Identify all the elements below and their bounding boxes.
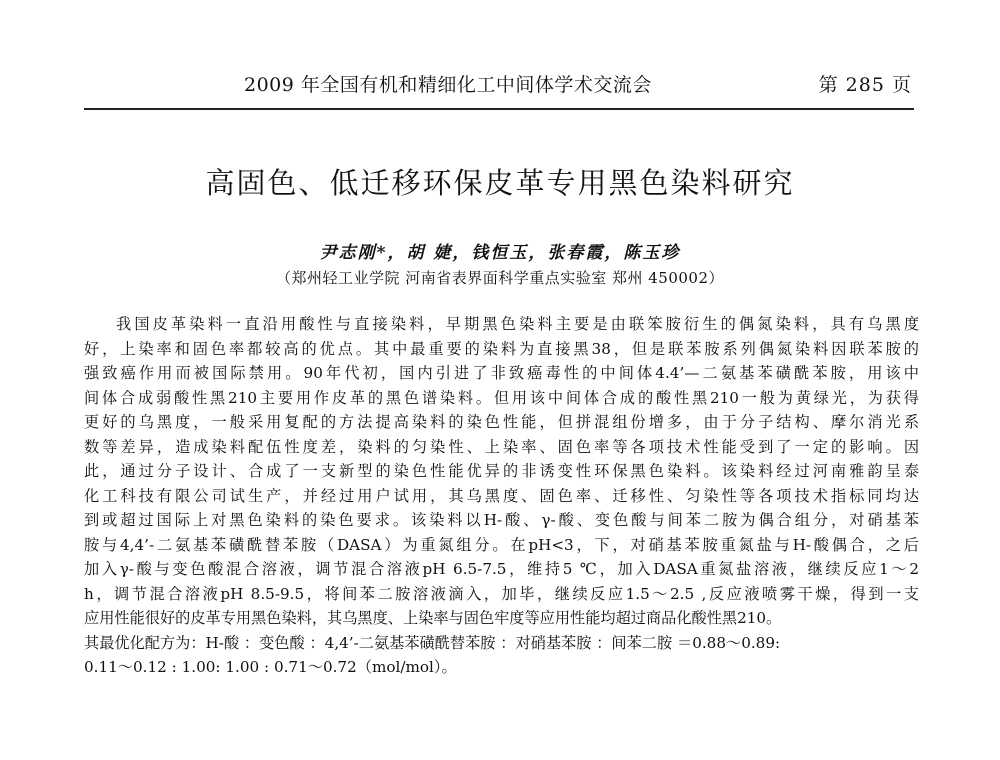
body-line: 应用性能很好的皮革专用黑色染料，其乌黑度、上染率与固色牢度等应用性能均超过商品化酸性黑210。 — [84, 609, 782, 627]
affiliation: （郑州轻工业学院 河南省表界面科学重点实验室 郑州 450002） — [275, 269, 725, 287]
running-header — [84, 70, 912, 104]
body-line: 间体合成弱酸性黑210主要用作皮革的黑色谱染料。但用该中间体合成的酸性黑210一般为黄绿光，为获得 — [84, 388, 919, 407]
body-line: 其最优化配方为：H-酸 ：变色酸 ：4,4’-二氨基苯磺酰替苯胺 ：对硝基苯胺 ：间苯二胺 ＝0.88～0.89: — [84, 633, 781, 652]
author-list: 尹志刚*，胡 婕，钱恒玉，张春霞，陈玉珍 — [319, 243, 681, 263]
header-rule — [84, 108, 914, 110]
body-line: h，调节混合溶液pH 8.5-9.5，将间苯二胺溶液滴入，加毕，继续反应1.5～2.5 ,反应液喷雾干燥，得到一支 — [84, 584, 919, 603]
body-line: 化工科技有限公司试生产，并经过用户试用，其乌黑度、固色率、迁移性、匀染性等各项技术指标同均达 — [84, 486, 919, 505]
body-line: 此，通过分子设计、合成了一支新型的染色性能优异的非诱变性环保黑色染料。该染料经过河南雅韵呈泰 — [84, 462, 919, 480]
conference-name: 2009 年全国有机和精细化工中间体学术交流会 — [244, 74, 652, 96]
paper-title: 高固色、低迁移环保皮革专用黑色染料研究 — [205, 166, 795, 200]
body-line: 胺与4,4’-二氨基苯磺酰替苯胺（DASA）为重氮组分。在pH<3，下，对硝基苯胺重氮盐与H-酸偶合，之后 — [84, 535, 919, 554]
body-line: 强致癌作用而被国际禁用。90年代初，国内引进了非致癌毒性的中间体4.4’—二氨基苯磺酰苯胺，用该中 — [84, 364, 919, 382]
body-line: 数等差异，造成染料配伍性度差，染料的匀染性、上染率、固色率等各项技术性能受到了一定的影响。因 — [84, 437, 919, 456]
page-number: 第 285 页 — [818, 74, 912, 96]
body-line: 到或超过国际上对黑色染料的染色要求。该染料以H-酸、γ-酸、变色酸与间苯二胺为偶合组分，对硝基苯 — [84, 511, 919, 529]
abstract-body — [84, 312, 919, 680]
body-line: 0.11～0.12 : 1.00: 1.00 : 0.71～0.72（mol/mol）。 — [84, 658, 457, 676]
body-line: 加入γ-酸与变色酸混合溶液，调节混合溶液pH 6.5-7.5，维持5 ℃，加入DASA重氮盐溶液，继续反应1～2 — [84, 560, 919, 578]
body-line: 我国皮革染料一直沿用酸性与直接染料，早期黑色染料主要是由联笨胺衍生的偶氮染料，具有乌黑度 — [116, 315, 919, 333]
body-line: 更好的乌黑度，一般采用复配的方法提高染料的染色性能，但拼混组份增多，由于分子结构、摩尔消光系 — [84, 413, 919, 431]
body-line: 好，上染率和固色率都较高的优点。其中最重要的染料为直接黑38，但是联苯胺系列偶氮染料因联苯胺的 — [84, 339, 919, 358]
